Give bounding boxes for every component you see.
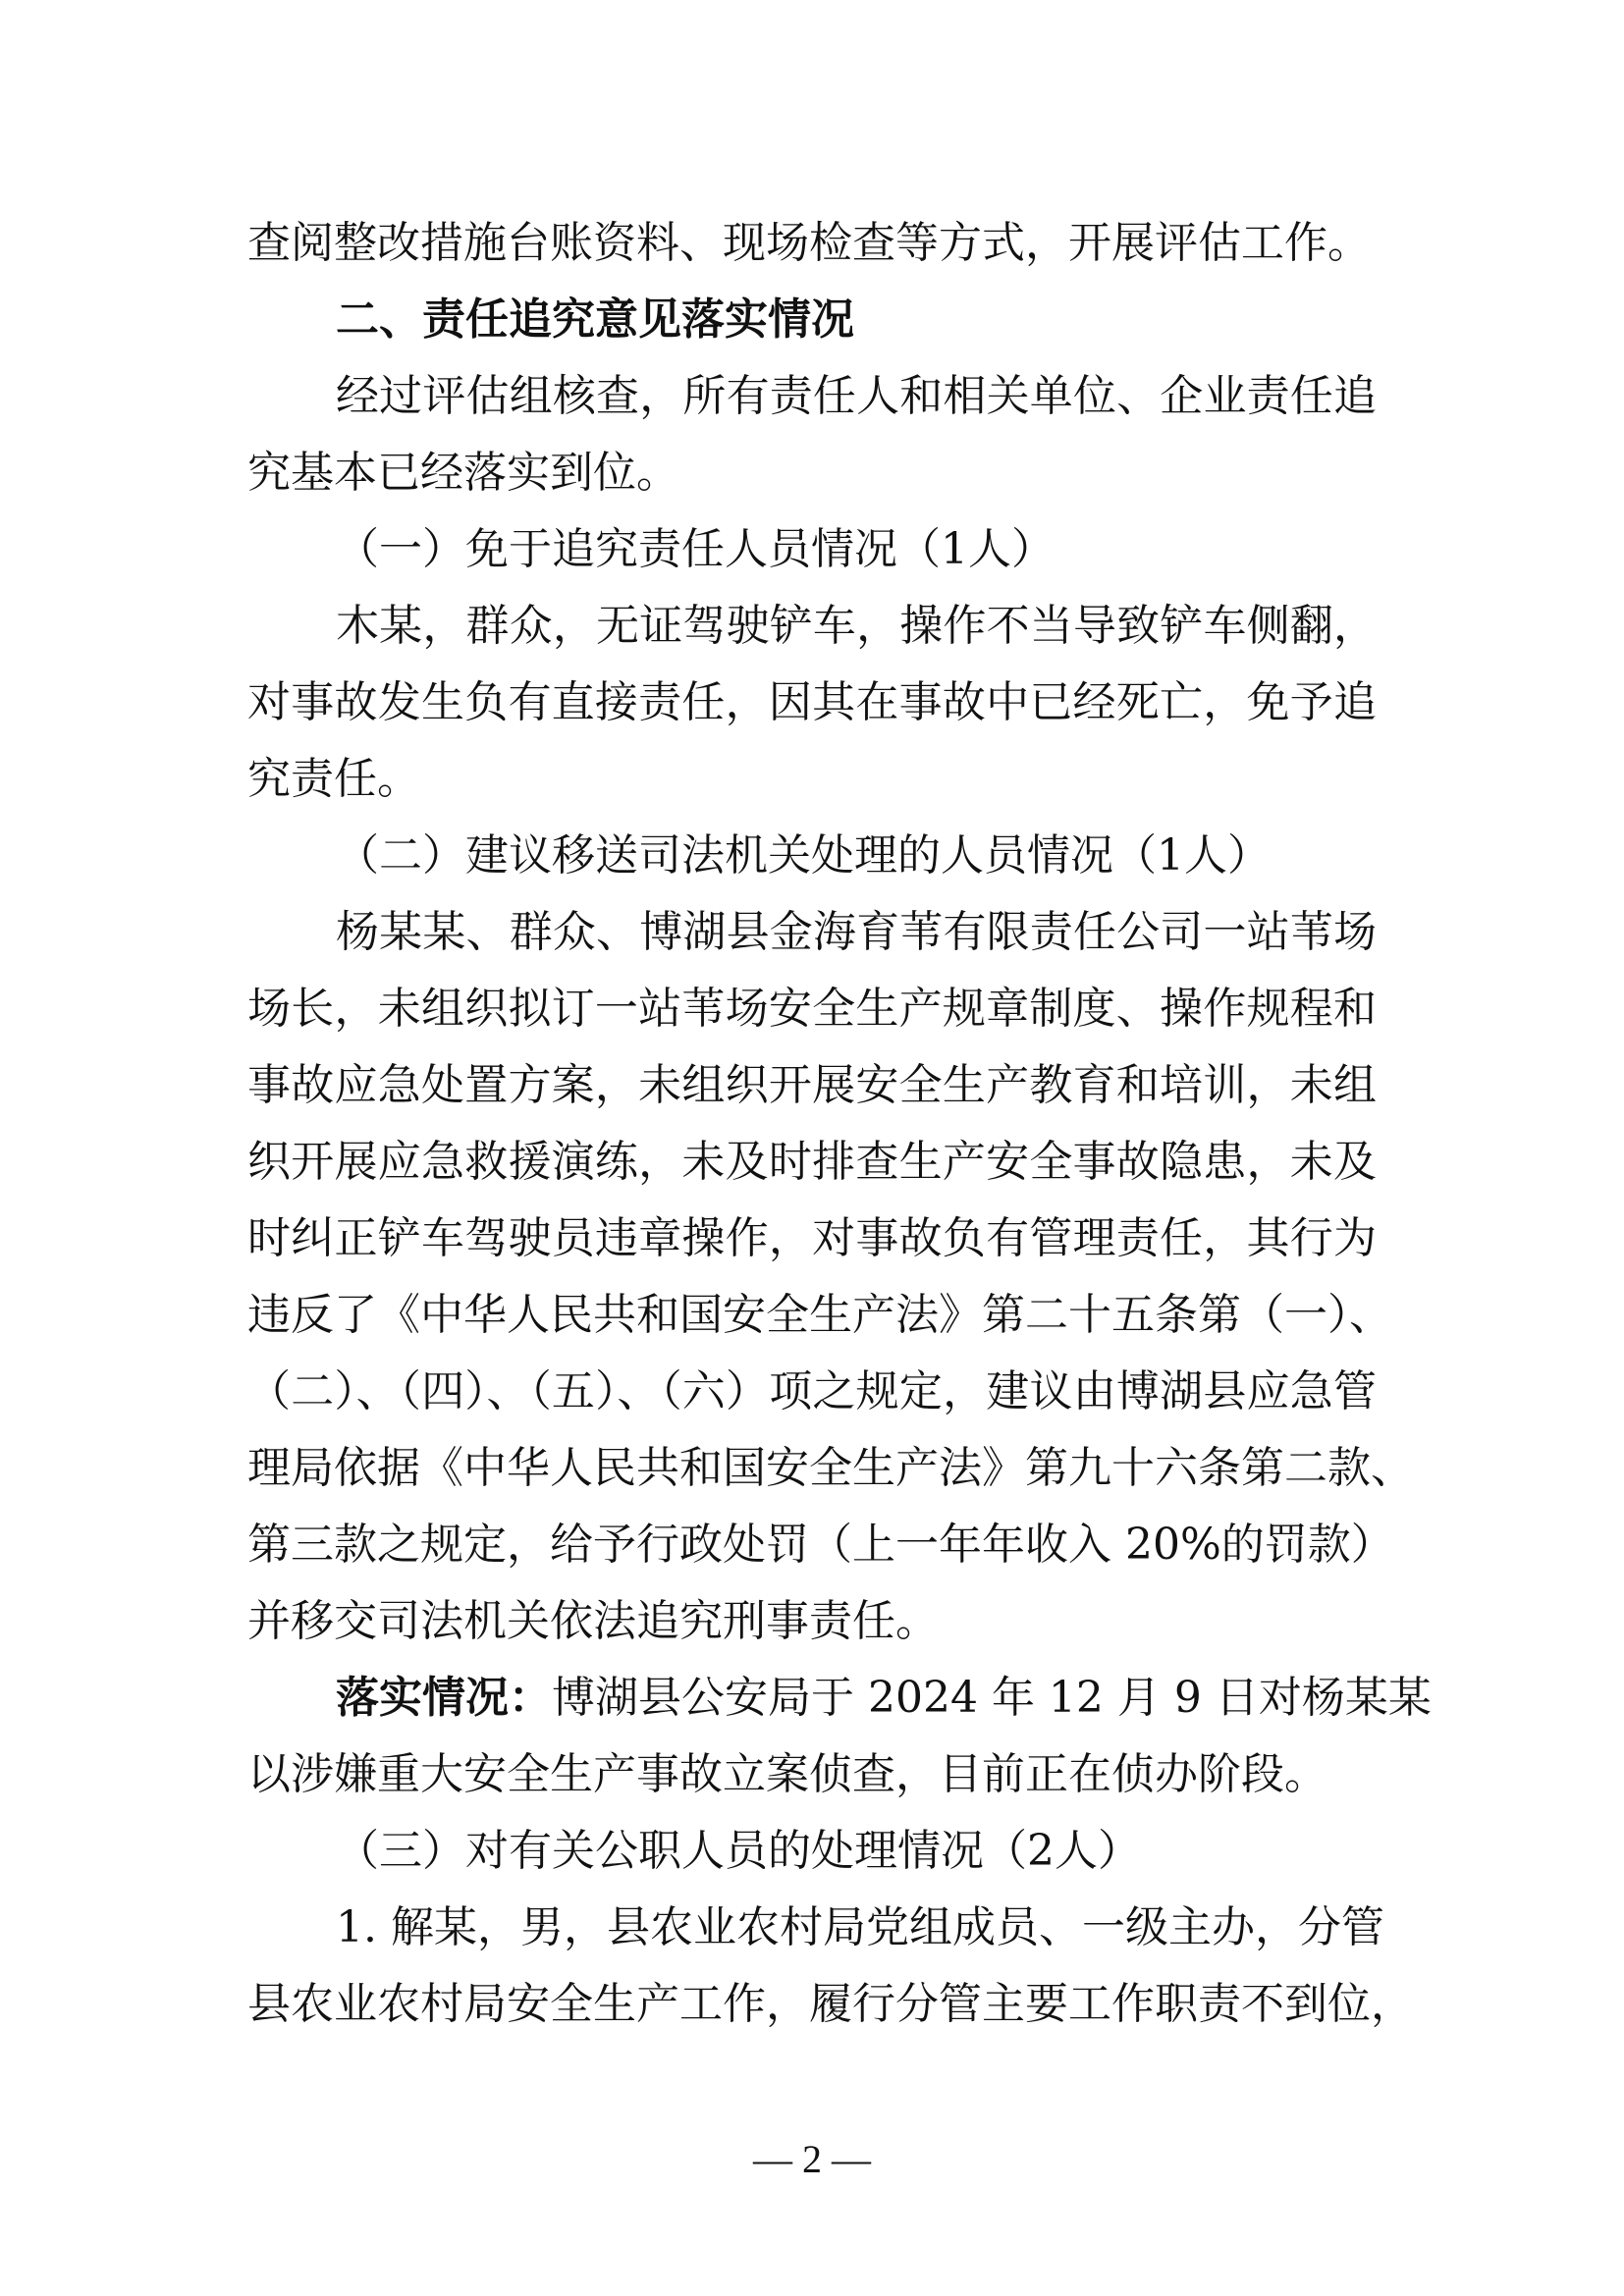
implementation-line: [336, 1669, 1432, 1728]
paragraph-line: 经过评估组核查，所有责任人和相关单位、企业责任追: [336, 371, 1377, 421]
paragraph-line: 违反了《中华人民共和国安全生产法》第二十五条第（一）、: [247, 1290, 1392, 1340]
subsection-heading: （二）建议移送司法机关处理的人员情况（1人）: [336, 830, 1271, 881]
paragraph-line: 时纠正铲车驾驶员违章操作，对事故负有管理责任，其行为: [247, 1213, 1377, 1263]
paragraph-line: 1. 解某，男，县农业农村局党组成员、一级主办，分管: [336, 1902, 1384, 1952]
paragraph-line: 并移交司法机关依法追究刑事责任。: [247, 1596, 939, 1646]
paragraph-line: 县农业农村局安全生产工作，履行分管主要工作职责不到位，: [247, 1979, 1414, 2029]
paragraph-line: 理局依据《中华人民共和国安全生产法》第九十六条第二款、: [247, 1443, 1414, 1493]
paragraph-line: 场长，未组织拟订一站苇场安全生产规章制度、操作规程和: [247, 984, 1377, 1034]
paragraph-line: 杨某某、群众、博湖县金海育苇有限责任公司一站苇场: [336, 907, 1377, 957]
paragraph-line: 对事故发生负有直接责任，因其在事故中已经死亡，免予追: [247, 677, 1377, 727]
page-number: — 2 —: [753, 2137, 871, 2181]
paragraph-line: 查阅整改措施台账资料、现场检查等方式，开展评估工作。: [247, 218, 1371, 268]
subsection-heading: （一）免于追究责任人员情况（1人）: [336, 524, 1055, 574]
paragraph-line: 第三款之规定，给予行政处罚（上一年年收入 20%的罚款）: [247, 1520, 1394, 1570]
paragraph-line: 事故应急处置方案，未组织开展安全生产教育和培训，未组: [247, 1060, 1377, 1110]
paragraph-line: 木某，群众，无证驾驶铲车，操作不当导致铲车侧翻，: [336, 601, 1377, 651]
paragraph-line: 以涉嫌重大安全生产事故立案侦查，目前正在侦办阶段。: [247, 1749, 1327, 1799]
implementation-text: 博湖县公安局于 2024 年 12 月 9 日对杨某某: [552, 1673, 1432, 1723]
section-heading: 二、责任追究意见落实情况: [336, 294, 854, 345]
implementation-label: 落实情况：: [336, 1673, 552, 1723]
paragraph-line: （二）、（四）、（五）、（六）项之规定，建议由博湖县应急管: [247, 1366, 1377, 1416]
paragraph-line: 究基本已经落实到位。: [247, 448, 679, 498]
paragraph-line: 究责任。: [247, 754, 420, 804]
paragraph-line: 织开展应急救援演练，未及时排查生产安全事故隐患，未及: [247, 1137, 1377, 1187]
subsection-heading: （三）对有关公职人员的处理情况（2人）: [336, 1826, 1141, 1876]
